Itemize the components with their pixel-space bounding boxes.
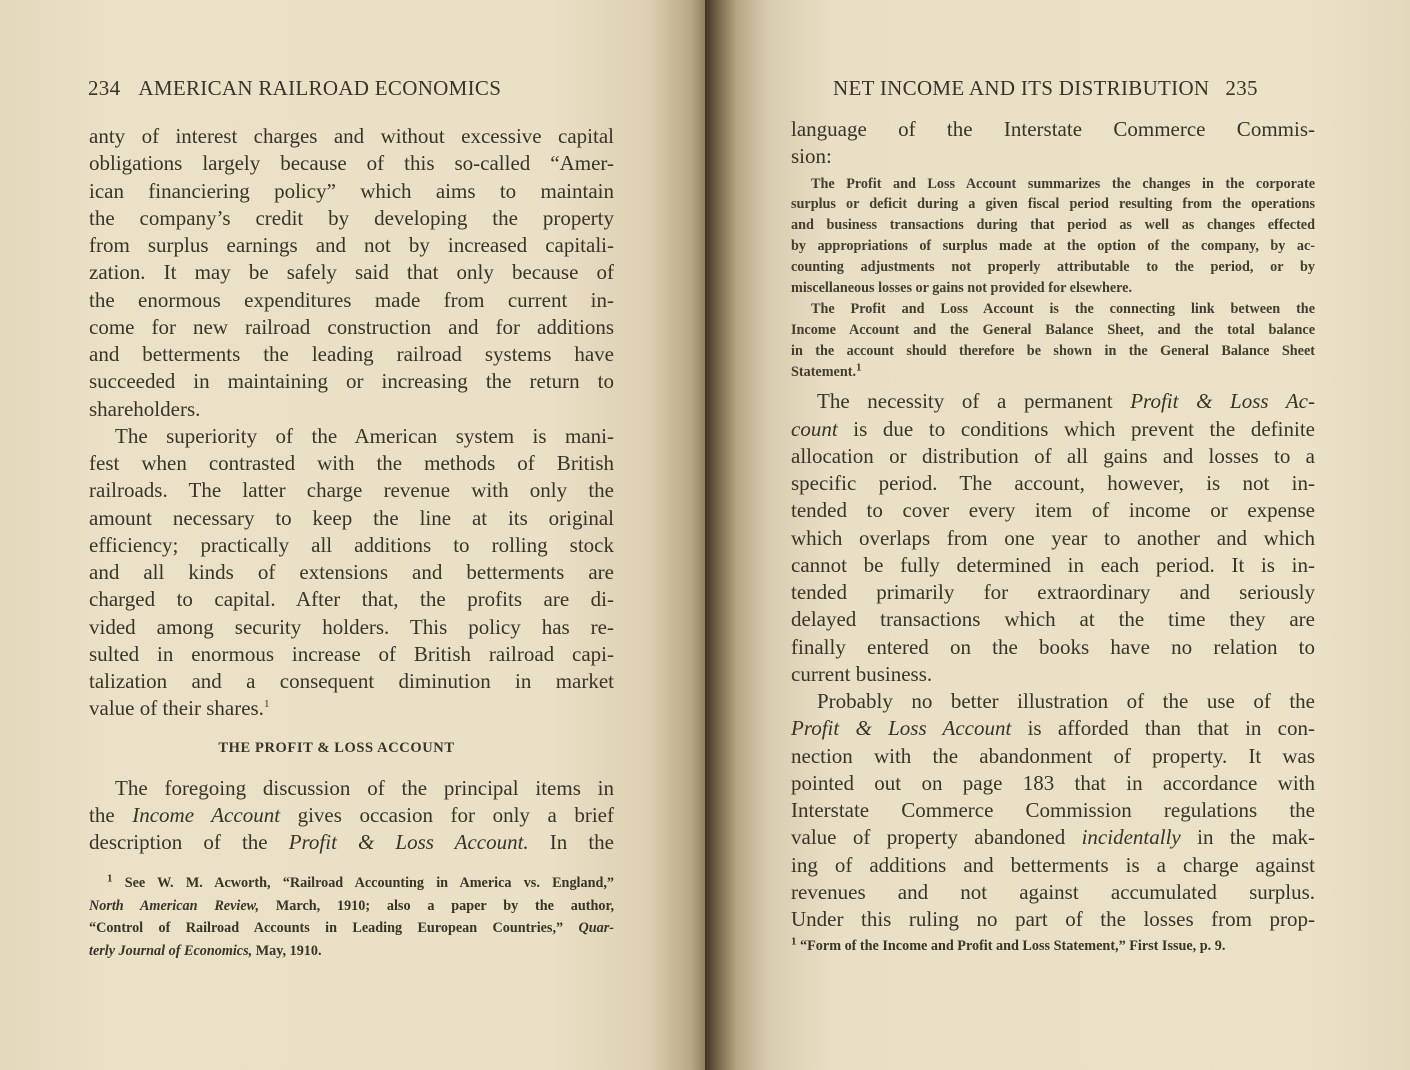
quote-line xyxy=(791,362,1315,383)
left-paragraph-3 xyxy=(89,775,614,857)
text-run: See W. M. Acworth, “Railroad Accounting in America vs. England,” xyxy=(112,875,614,892)
text-run: Statement. xyxy=(791,363,857,380)
footnote-mark: 1 xyxy=(107,872,113,885)
right-page xyxy=(705,0,1410,1070)
text-run: description of the xyxy=(89,830,289,854)
quote-line: The Profit and Loss Account summarizes the changes in the corporate xyxy=(811,175,1315,192)
text-line: tended primarily for extraordinary and seriously xyxy=(791,580,1315,605)
text-line: Probably no better illustration of the use of the xyxy=(817,689,1315,714)
text-line: zation. It may be safely said that only because of xyxy=(89,260,614,285)
text-line: specific period. The account, however, is not in- xyxy=(791,471,1315,496)
text-line: nection with the abandonment of property. It was xyxy=(791,743,1315,768)
text-line: the company’s credit by developing the property xyxy=(89,205,614,230)
left-running-head xyxy=(88,76,501,101)
right-page-body xyxy=(791,116,1315,958)
quote-line: The Profit and Loss Account is the connecting link between the xyxy=(811,300,1315,317)
footnote-reference: 1 xyxy=(263,698,270,711)
text-line: and all kinds of extensions and betterments are xyxy=(89,560,614,584)
text-line: obligations largely because of this so-called “Amer- xyxy=(89,151,614,176)
text-line xyxy=(89,802,614,829)
block-quote xyxy=(791,174,1315,383)
text-line: finally entered on the books have no relation to xyxy=(791,634,1315,659)
italic-term: Quar- xyxy=(578,920,614,937)
text-line: come for new railroad construction and for additions xyxy=(89,314,614,339)
quote-line: counting adjustments not properly attributable to the period, or by xyxy=(791,259,1315,276)
text-line: allocation or distribution of all gains and losses to a xyxy=(791,443,1315,468)
footnote-reference: 1 xyxy=(856,360,862,373)
left-paragraph-2 xyxy=(89,423,614,723)
text-line: fest when contrasted with the methods of British xyxy=(89,451,614,475)
text-line: ing of additions and betterments is a charge against xyxy=(791,852,1315,877)
text-line: charged to capital. After that, the profits are di- xyxy=(89,587,614,612)
text-line: sion: xyxy=(791,144,832,169)
text-line: succeeded in maintaining or increasing the return to xyxy=(89,369,614,394)
text-line: language of the Interstate Commerce Commis- xyxy=(791,117,1315,141)
text-run: May, 1910. xyxy=(252,942,322,959)
text-line: The foregoing discussion of the principal items in xyxy=(115,775,614,800)
text-line: revenues and not against accumulated surplus. xyxy=(791,879,1315,904)
footnote-line xyxy=(89,872,614,895)
text-line: cannot be fully determined in each period. It is in- xyxy=(791,552,1315,577)
text-line: anty of interest charges and without excessive capital xyxy=(89,124,614,148)
left-running-title: AMERICAN RAILROAD ECONOMICS xyxy=(138,76,502,100)
left-paragraph-1 xyxy=(89,123,614,423)
text-line: amount necessary to keep the line at its original xyxy=(89,505,614,530)
text-line: delayed transactions which at the time they are xyxy=(791,607,1315,632)
text-line: and betterments the leading railroad systems have xyxy=(89,342,614,366)
right-page-number: 235 xyxy=(1225,76,1258,100)
text-line: railroads. The latter charge revenue with only the xyxy=(89,478,614,503)
text-line xyxy=(89,695,614,722)
text-run: “Control of Railroad Accounts in Leading European Countries,” xyxy=(89,920,579,937)
text-run: March, 1910; also a paper by the author, xyxy=(259,897,614,914)
text-run: the xyxy=(89,802,133,827)
italic-term: Profit & Loss Ac- xyxy=(1130,389,1315,414)
footnote-line xyxy=(89,917,614,940)
text-line: Under this ruling no part of the losses from prop- xyxy=(791,907,1315,932)
text-run: in the mak- xyxy=(1180,825,1316,850)
text-line: tended to cover every item of income or expense xyxy=(791,498,1315,523)
footnote-line xyxy=(791,935,1315,958)
text-line: shareholders. xyxy=(89,396,201,421)
left-footnote xyxy=(89,872,614,962)
quote-line: miscellaneous losses or gains not provided for elsewhere. xyxy=(791,279,1133,296)
italic-term: incidentally xyxy=(1081,825,1181,850)
italic-term: Income Account xyxy=(132,802,281,827)
section-heading: THE PROFIT & LOSS ACCOUNT xyxy=(218,739,455,756)
text-line: from surplus earnings and not by increased capitali- xyxy=(89,233,614,257)
text-run: The necessity of a permanent xyxy=(817,389,1131,414)
quote-line: by appropriations of surplus made at the option of the company, by ac- xyxy=(791,238,1315,255)
text-line: The superiority of the American system is mani- xyxy=(115,423,614,448)
text-line: Interstate Commerce Commission regulations the xyxy=(791,798,1315,823)
right-intro xyxy=(791,116,1315,171)
italic-term: Profit & Loss Account xyxy=(791,716,1012,741)
text-run: is due to conditions which prevent the definite xyxy=(837,416,1315,441)
footnote-line xyxy=(89,895,614,918)
text-line: vided among security holders. This policy has re- xyxy=(89,614,614,639)
text-line: talization and a consequent diminution in market xyxy=(89,669,614,693)
right-footnote xyxy=(791,935,1315,958)
left-page-body xyxy=(89,123,614,962)
text-line-content: value of their shares. xyxy=(89,696,264,721)
italic-term: North American Review, xyxy=(89,897,260,914)
text-line: current business. xyxy=(791,661,933,686)
text-line: sulted in enormous increase of British railroad capi- xyxy=(89,641,614,666)
right-paragraph-2 xyxy=(791,688,1315,933)
quote-line: in the account should therefore be shown in the General Balance Sheet xyxy=(791,342,1315,359)
footnote-mark: 1 xyxy=(791,935,797,948)
text-run: In the xyxy=(528,830,614,854)
text-line xyxy=(791,715,1315,742)
italic-term: terly Journal of Economics, xyxy=(89,942,253,959)
right-running-title: NET INCOME AND ITS DISTRIBUTION xyxy=(833,76,1210,100)
text-run: gives occasion for only a brief xyxy=(280,802,614,827)
quote-line: Income Account and the General Balance Sheet, and the total balance xyxy=(791,321,1315,338)
italic-term: count xyxy=(791,416,838,441)
text-line: which overlaps from one year to another and which xyxy=(791,525,1315,550)
text-line: ican financiering policy” which aims to maintain xyxy=(89,178,614,203)
text-line xyxy=(791,388,1315,415)
italic-term: Profit & Loss Account. xyxy=(288,830,529,854)
left-page-number: 234 xyxy=(88,76,121,100)
text-line: the enormous expenditures made from current in- xyxy=(89,287,614,312)
text-line xyxy=(791,416,1315,443)
text-line xyxy=(89,829,614,856)
text-run: value of property abandoned xyxy=(791,825,1082,850)
text-line: pointed out on page 183 that in accordance with xyxy=(791,770,1315,795)
quote-line: and business transactions during that period as well as changes effected xyxy=(791,217,1315,234)
footnote-line xyxy=(89,940,614,963)
text-run: “Form of the Income and Profit and Loss Statement,” First Issue, p. 9. xyxy=(796,938,1226,955)
right-running-head xyxy=(833,76,1258,101)
quote-line: surplus or deficit during a given fiscal period resulting from the operations xyxy=(791,196,1315,213)
text-run: is afforded than that in con- xyxy=(1011,716,1315,741)
right-paragraph-1 xyxy=(791,388,1315,688)
text-line: efficiency; practically all additions to rolling stock xyxy=(89,532,614,557)
text-line xyxy=(791,824,1315,851)
